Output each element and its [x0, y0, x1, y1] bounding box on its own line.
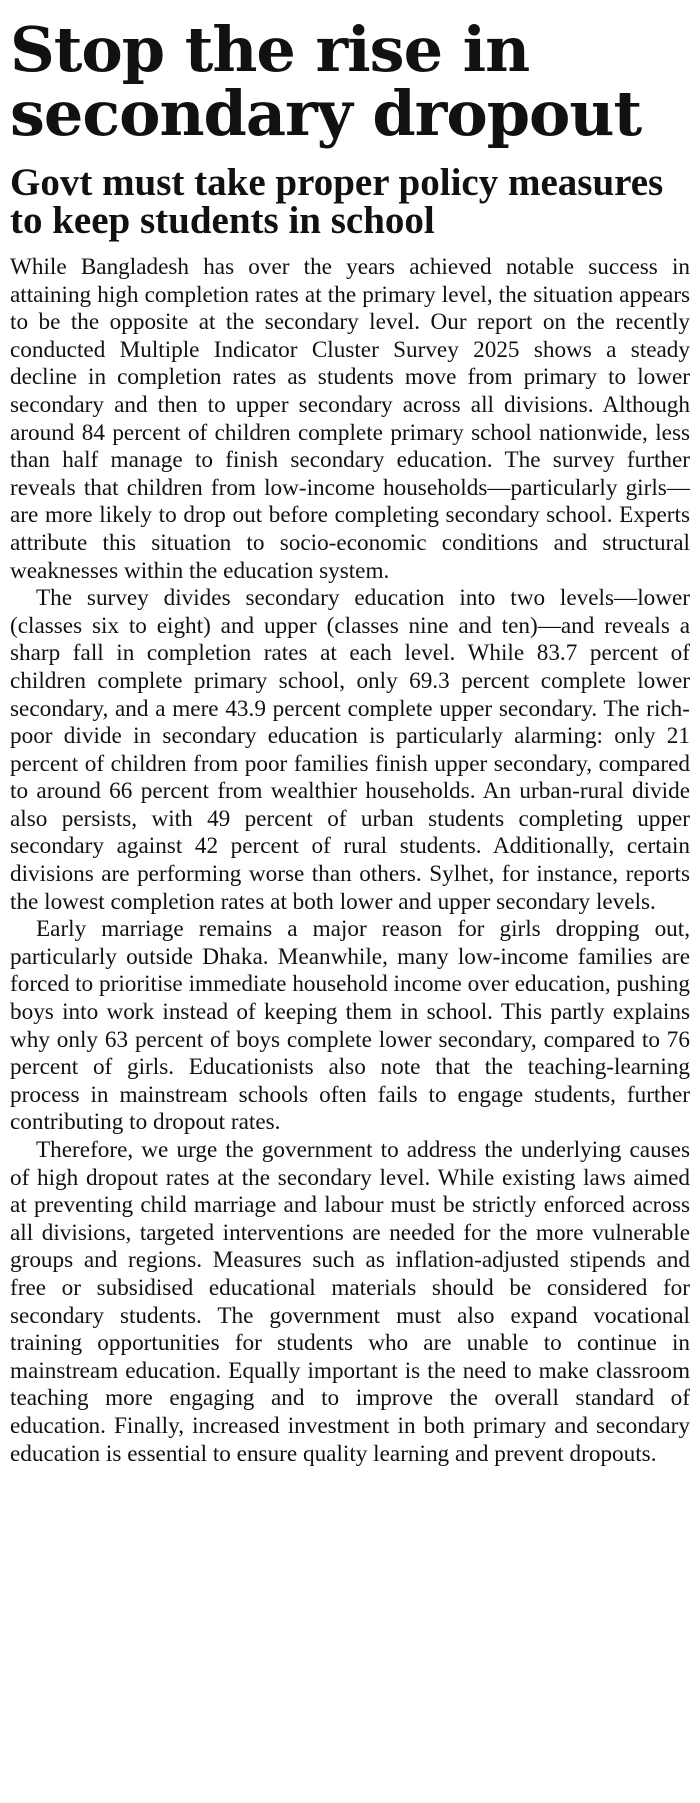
- paragraph-3: Early marriage remains a major reason for girls dropping out, particularly outside Dhaka. Meanwhile, many low-income families are forced to prioritise immediate household income over education, pushing boys into work instead of keeping them in school. This partly explains why only 63 percent of boys complete lower secondary, compared to 76 percent of girls. Educationists also note that the teaching-learning process in mainstream schools often fails to engage students, further contributing to dropout rates.: [10, 916, 690, 1136]
- paragraph-2: The survey divides secondary education into two levels—lower (classes six to eight) and upper (classes nine and ten)—and reveals a sharp fall in completion rates at each level. While 83.7 percent of children complete primary school, only 69.3 percent complete lower secondary, and a mere 43.9 percent complete upper secondary. The rich-poor divide in secondary education is particularly alarming: only 21 percent of children from poor families finish upper secondary, compared to around 66 percent from wealthier households. An urban-rural divide also persists, with 49 percent of urban students completing upper secondary against 42 percent of rural students. Additionally, certain divisions are performing worse than others. Sylhet, for instance, reports the lowest completion rates at both lower and upper secondary levels.: [10, 585, 690, 915]
- headline: Stop the rise in secondary dropout: [10, 13, 642, 150]
- paragraph-4: Therefore, we urge the government to address the underlying causes of high dropout rates at the secondary level. While existing laws aimed at preventing child marriage and labour must be strictly enforced across all divisions, targeted interventions are needed for the more vulnerable groups and regions. Measures such as inflation-adjusted stipends and free or subsidised educational materials should be considered for secondary students. The government must also expand vocational training opportunities for students who are unable to continue in mainstream education. Equally important is the need to make classroom teaching more engaging and to improve the overall standard of education. Finally, increased investment in both primary and secondary education is essential to ensure quality learning and prevent dropouts.: [10, 1137, 690, 1467]
- subheadline: Govt must take proper policy measures to keep students in school: [10, 161, 664, 242]
- article-body: [10, 254, 690, 1468]
- paragraph-1: While Bangladesh has over the years achieved notable success in attaining high completion rates at the primary level, the situation appears to be the opposite at the secondary level. Our report on the recently conducted Multiple Indicator Cluster Survey 2025 shows a steady decline in completion rates as students move from primary to lower secondary and then to upper secondary across all divisions. Although around 84 percent of children complete primary school nationwide, less than half manage to finish secondary education. The survey further reveals that children from low-income households—particularly girls—are more likely to drop out before completing secondary school. Experts attribute this situation to socio-economic conditions and structural weaknesses within the education system.: [10, 254, 690, 584]
